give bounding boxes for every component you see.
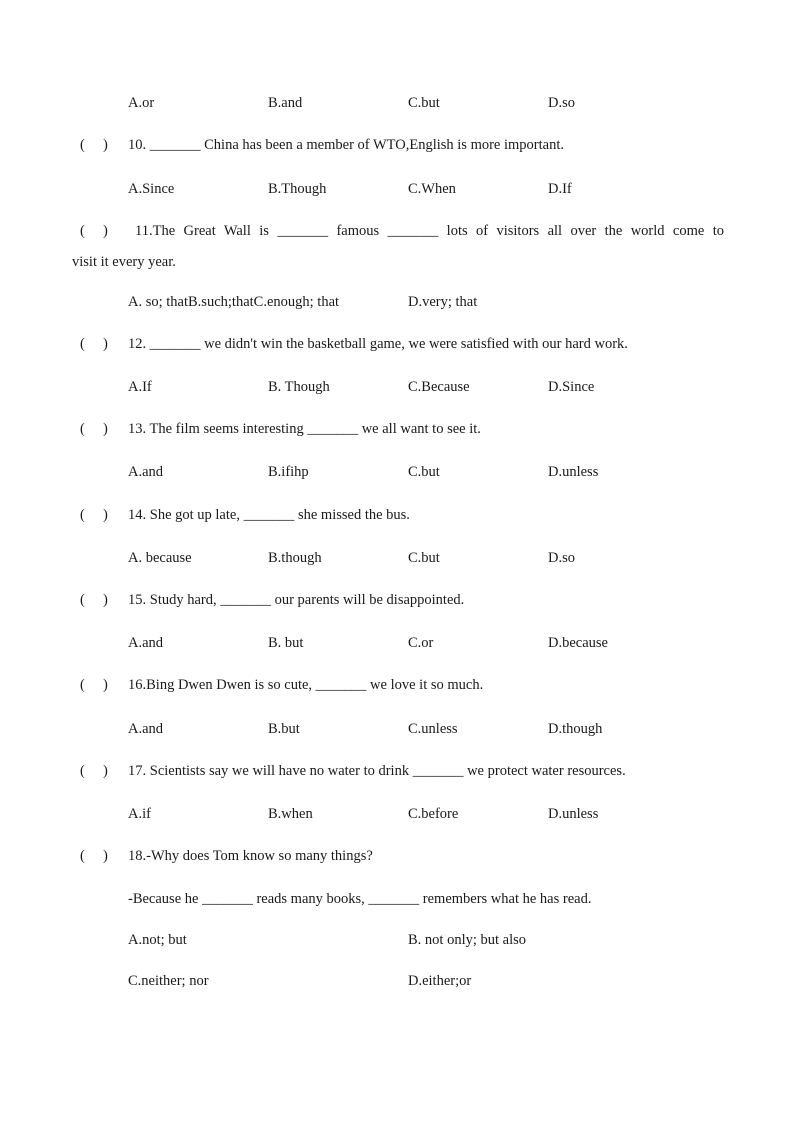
option-a: A.and: [128, 721, 164, 737]
option-d: D.If: [548, 181, 572, 197]
option-c: C.but: [408, 464, 440, 480]
answer-blank: ( ): [80, 677, 108, 693]
answer-blank: ( ): [80, 848, 108, 864]
option-c: C.When: [408, 181, 456, 197]
option-d: D.because: [548, 635, 608, 651]
option-a: A.and: [128, 464, 164, 480]
option-b: B.Though: [268, 181, 327, 197]
question-stem: 15. Study hard, _______ our parents will be disappointed.: [128, 592, 465, 608]
option-b: B.ifihp: [268, 464, 309, 480]
option-a: A. because: [128, 550, 192, 566]
option-d: D.so: [548, 550, 575, 566]
option-a: A.if: [128, 806, 151, 822]
option-d: D.so: [548, 95, 575, 111]
option-a: A.Since: [128, 181, 175, 197]
option-b: B.when: [268, 806, 313, 822]
option-a: A.or: [128, 95, 155, 111]
answer-blank: ( ): [80, 223, 108, 239]
question-stem: 17. Scientists say we will have no water to drink _______ we protect water resources.: [128, 763, 626, 779]
question-stem: 10. _______ China has been a member of WTO,English is more important.: [128, 137, 564, 153]
options-a-b-c: A. so; thatB.such;thatC.enough; that: [128, 294, 340, 310]
option-c: C.or: [408, 635, 434, 651]
dialogue-answer-line: -Because he _______ reads many books, _______ remembers what he has read.: [128, 891, 592, 907]
option-d: D.Since: [548, 379, 595, 395]
question-stem: 18.-Why does Tom know so many things?: [128, 848, 373, 864]
question-stem-line-2: visit it every year.: [72, 254, 176, 270]
question-stem: 13. The film seems interesting _______ we all want to see it.: [128, 421, 481, 437]
answer-blank: ( ): [80, 592, 108, 608]
option-b: B. Though: [268, 379, 330, 395]
option-c: C.but: [408, 95, 440, 111]
option-c: C.but: [408, 550, 440, 566]
option-d: D.either;or: [408, 973, 472, 989]
option-a: A.If: [128, 379, 152, 395]
option-b: B.though: [268, 550, 322, 566]
option-c: C.Because: [408, 379, 470, 395]
question-stem: 12. _______ we didn't win the basketball game, we were satisfied with our hard work.: [128, 336, 628, 352]
answer-blank: ( ): [80, 763, 108, 779]
answer-blank: ( ): [80, 336, 108, 352]
question-stem: 16.Bing Dwen Dwen is so cute, _______ we love it so much.: [128, 677, 484, 693]
option-c: C.neither; nor: [128, 973, 209, 989]
option-d: D.very; that: [408, 294, 478, 310]
option-d: D.unless: [548, 806, 599, 822]
answer-blank: ( ): [80, 507, 108, 523]
question-stem: 14. She got up late, _______ she missed the bus.: [128, 507, 410, 523]
option-c: C.before: [408, 806, 459, 822]
option-a: A.not; but: [128, 932, 187, 948]
option-d: D.though: [548, 721, 603, 737]
option-a: A.and: [128, 635, 164, 651]
question-stem-line-1: 11.The Great Wall is _______ famous _______ lots of visitors all over the world come to: [135, 223, 724, 239]
option-b: B. but: [268, 635, 304, 651]
answer-blank: ( ): [80, 137, 108, 153]
option-c: C.unless: [408, 721, 458, 737]
answer-blank: ( ): [80, 421, 108, 437]
option-d: D.unless: [548, 464, 599, 480]
option-b: B.and: [268, 95, 303, 111]
option-b: B.but: [268, 721, 300, 737]
option-b: B. not only; but also: [408, 932, 527, 948]
